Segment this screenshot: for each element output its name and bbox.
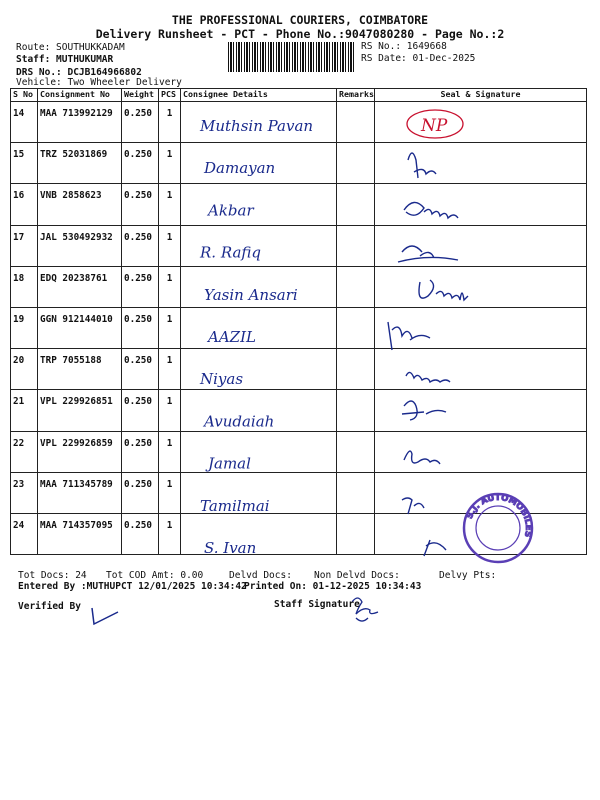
table-row — [11, 184, 587, 225]
consignee-handwritten-name: AAZIL — [208, 328, 256, 346]
remarks-cell — [337, 102, 375, 143]
total-cod: Tot COD Amt: 0.00 — [106, 570, 204, 581]
sno-cell: 21 — [11, 390, 38, 431]
consignment-cell: VPL 229926859 — [38, 431, 122, 472]
consignee-cell — [181, 184, 337, 225]
remarks-cell — [337, 184, 375, 225]
sno-cell: 14 — [11, 102, 38, 143]
remarks-cell — [337, 143, 375, 184]
consignee-handwritten-name: Avudaiah — [204, 412, 275, 431]
weight-cell: 0.250 — [122, 513, 159, 554]
staff-signature-label: Staff Signature — [274, 599, 360, 610]
consignment-cell: VNB 2858623 — [38, 184, 122, 225]
seal-signature-cell — [375, 472, 587, 513]
consignment-cell: EDQ 20238761 — [38, 266, 122, 307]
consignee-cell — [181, 102, 337, 143]
consignee-cell — [181, 307, 337, 348]
weight-cell: 0.250 — [122, 390, 159, 431]
runsheet-table — [10, 88, 587, 555]
remarks-cell — [337, 513, 375, 554]
sno-cell: 23 — [11, 472, 38, 513]
seal-signature-cell — [375, 349, 587, 390]
delivery-points: Delvy Pts: — [439, 570, 497, 581]
seal-signature-cell — [375, 102, 587, 143]
col-header-pcs: PCS — [159, 89, 181, 102]
col-header-consignment: Consignment No — [38, 89, 122, 102]
consignment-cell: MAA 714357095 — [38, 513, 122, 554]
table-row — [11, 513, 587, 554]
pcs-cell: 1 — [159, 307, 181, 348]
seal-signature-cell — [375, 143, 587, 184]
pcs-cell: 1 — [159, 225, 181, 266]
pcs-cell: 1 — [159, 431, 181, 472]
consignee-cell — [181, 390, 337, 431]
consignee-handwritten-name: Akbar — [208, 201, 254, 220]
weight-cell: 0.250 — [122, 307, 159, 348]
pcs-cell: 1 — [159, 143, 181, 184]
table-row — [11, 472, 587, 513]
seal-signature-cell — [375, 390, 587, 431]
delivered-docs: Delvd Docs: — [229, 570, 292, 581]
total-docs: Tot Docs: 24 — [18, 570, 87, 581]
seal-signature-cell — [375, 266, 587, 307]
table-row — [11, 431, 587, 472]
consignment-cell: JAL 530492932 — [38, 225, 122, 266]
table-row — [11, 102, 587, 143]
table-row — [11, 390, 587, 431]
remarks-cell — [337, 266, 375, 307]
verified-by-label: Verified By — [18, 601, 81, 612]
consignment-cell: TRZ 52031869 — [38, 143, 122, 184]
col-header-weight: Weight — [122, 89, 159, 102]
sno-cell: 16 — [11, 184, 38, 225]
table-row — [11, 266, 587, 307]
sno-cell: 20 — [11, 349, 38, 390]
staff-label: Staff: MUTHUKUMAR — [16, 54, 114, 65]
weight-cell: 0.250 — [122, 472, 159, 513]
consignee-cell — [181, 472, 337, 513]
consignee-cell — [181, 143, 337, 184]
remarks-cell — [337, 225, 375, 266]
remarks-cell — [337, 349, 375, 390]
sno-cell: 19 — [11, 307, 38, 348]
col-header-seal: Seal & Signature — [375, 89, 587, 102]
col-header-remarks: Remarks — [337, 89, 375, 102]
stamp-text: S.J. AUTOMOBILES — [464, 492, 534, 538]
weight-cell: 0.250 — [122, 102, 159, 143]
consignment-cell: TRP 7055188 — [38, 349, 122, 390]
col-header-consignee: Consignee Details — [181, 89, 337, 102]
seal-signature-cell — [375, 513, 587, 554]
pcs-cell: 1 — [159, 184, 181, 225]
col-header-sno: S No — [11, 89, 38, 102]
barcode — [228, 42, 356, 72]
non-delivered-docs: Non Delvd Docs: — [314, 570, 400, 581]
pcs-cell: 1 — [159, 349, 181, 390]
vehicle-label: Vehicle: Two Wheeler Delivery — [16, 77, 182, 88]
consignee-handwritten-name: Muthsin Pavan — [200, 117, 314, 135]
drs-label: DRS No.: DCJB164966802 — [16, 67, 142, 78]
rs-date: RS Date: 01-Dec-2025 — [361, 53, 476, 64]
seal-signature-cell — [375, 307, 587, 348]
sno-cell: 17 — [11, 225, 38, 266]
sno-cell: 15 — [11, 143, 38, 184]
consignment-cell: GGN 912144010 — [38, 307, 122, 348]
consignee-handwritten-name: Niyas — [200, 370, 244, 389]
sno-cell: 24 — [11, 513, 38, 554]
weight-cell: 0.250 — [122, 143, 159, 184]
consignee-cell — [181, 513, 337, 554]
consignee-cell — [181, 225, 337, 266]
weight-cell: 0.250 — [122, 225, 159, 266]
consignment-cell: VPL 229926851 — [38, 390, 122, 431]
consignee-cell — [181, 431, 337, 472]
weight-cell: 0.250 — [122, 184, 159, 225]
consignee-handwritten-name: Tamilmai — [200, 496, 270, 515]
consignment-cell: MAA 711345789 — [38, 472, 122, 513]
sno-cell: 22 — [11, 431, 38, 472]
seal-signature-cell — [375, 184, 587, 225]
runsheet-subtitle: Delivery Runsheet - PCT - Phone No.:9047080280 - Page No.:2 — [95, 27, 505, 41]
consignee-handwritten-name: Damayan — [204, 159, 276, 178]
remarks-cell — [337, 431, 375, 472]
consignee-handwritten-name: Jamal — [208, 454, 251, 473]
entered-by: Entered By :MUTHUPCT 12/01/2025 10:34:42 — [18, 581, 247, 592]
sno-cell: 18 — [11, 266, 38, 307]
np-remark-text: NP — [421, 116, 448, 136]
consignment-cell: MAA 713992129 — [38, 102, 122, 143]
remarks-cell — [337, 307, 375, 348]
pcs-cell: 1 — [159, 472, 181, 513]
weight-cell: 0.250 — [122, 349, 159, 390]
pcs-cell: 1 — [159, 513, 181, 554]
verified-signature — [92, 608, 118, 624]
table-row — [11, 349, 587, 390]
table-row — [11, 307, 587, 348]
consignee-cell — [181, 349, 337, 390]
consignee-handwritten-name: S. Ivan — [204, 539, 257, 557]
consignee-handwritten-name: R. Rafiq — [200, 243, 262, 262]
seal-signature-cell — [375, 225, 587, 266]
company-title: THE PROFESSIONAL COURIERS, COIMBATORE — [171, 13, 429, 27]
remarks-cell — [337, 472, 375, 513]
printed-on: Printed On: 01-12-2025 10:34:43 — [244, 581, 422, 592]
weight-cell: 0.250 — [122, 431, 159, 472]
consignee-cell — [181, 266, 337, 307]
table-row — [11, 143, 587, 184]
weight-cell: 0.250 — [122, 266, 159, 307]
pcs-cell: 1 — [159, 102, 181, 143]
rs-number: RS No.: 1649668 — [361, 41, 447, 52]
pcs-cell: 1 — [159, 390, 181, 431]
seal-signature-cell — [375, 431, 587, 472]
pcs-cell: 1 — [159, 266, 181, 307]
table-row — [11, 225, 587, 266]
consignee-handwritten-name: Yasin Ansari — [204, 285, 298, 304]
route-label: Route: SOUTHUKKADAM — [16, 42, 125, 53]
remarks-cell — [337, 390, 375, 431]
